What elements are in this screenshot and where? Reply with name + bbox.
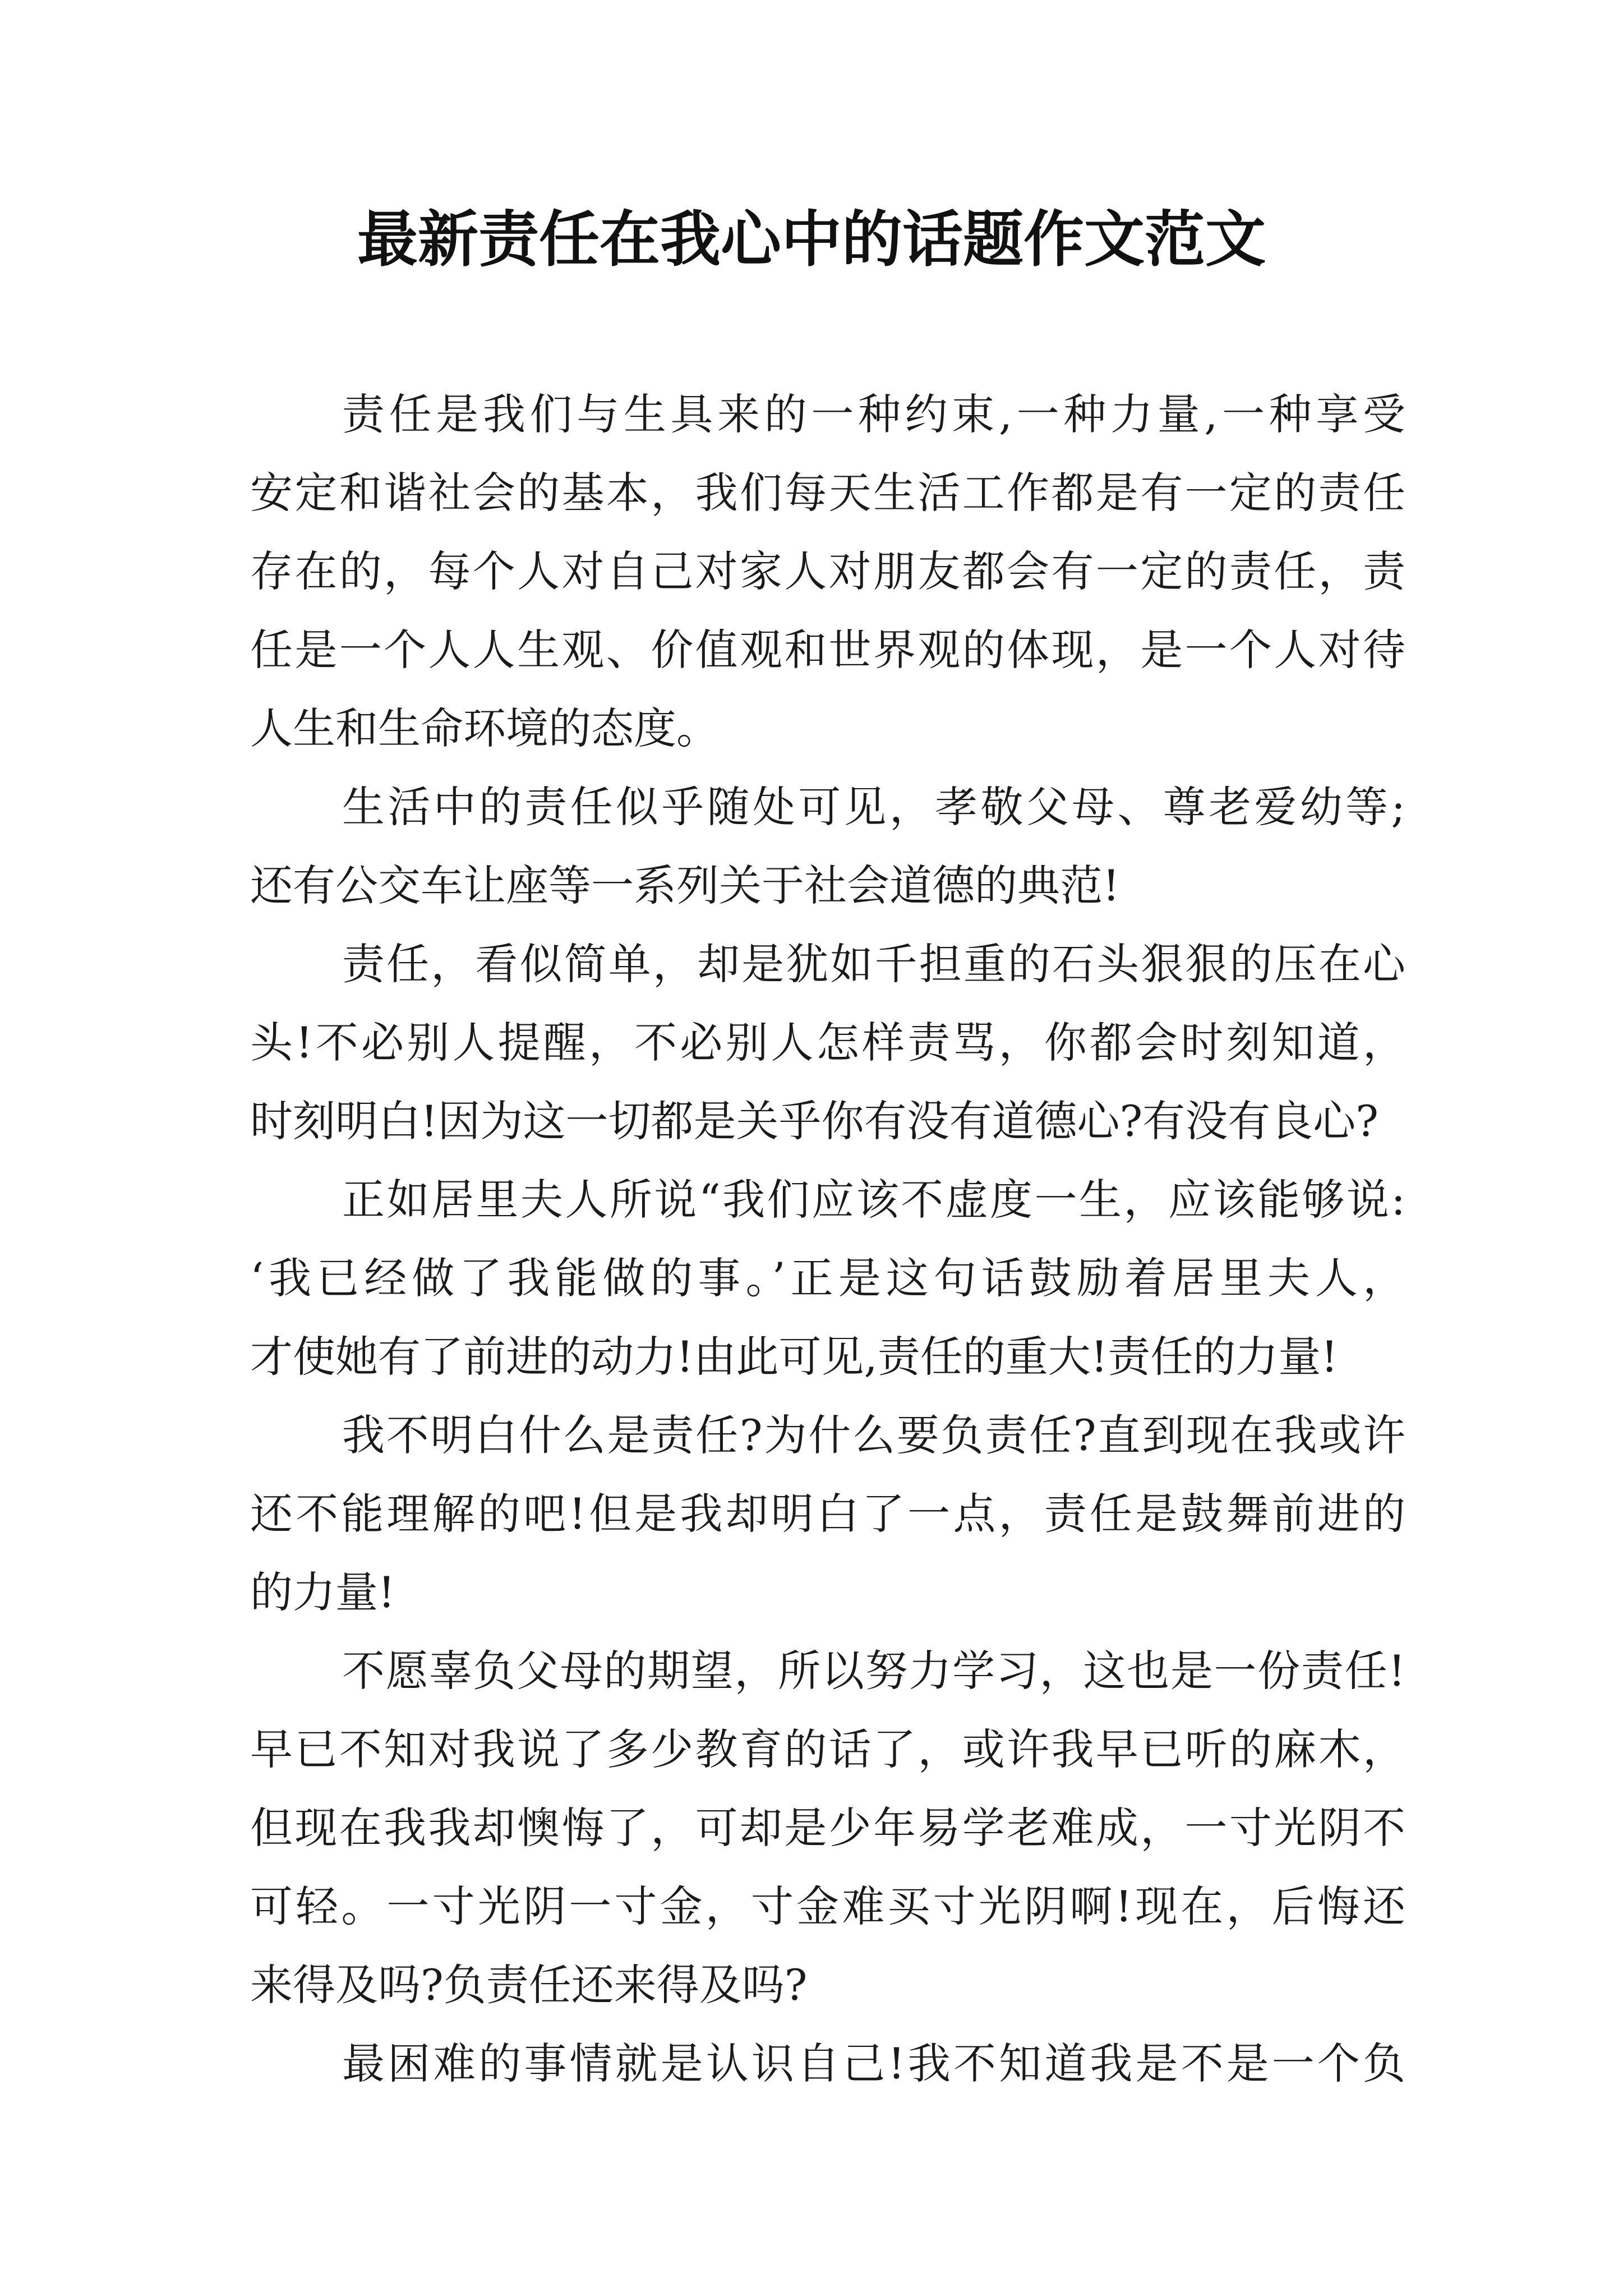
text-line: 责任，看似简单，却是犹如千担重的石头狠狠的压在心 bbox=[342, 939, 1405, 989]
text-line: 的力量! bbox=[250, 1567, 395, 1617]
document-title: 最新责任在我心中的话题作文范文 bbox=[357, 204, 1266, 275]
text-line: 存在的，每个人对自己对家人对朋友都会有一定的责任，责 bbox=[250, 546, 1405, 596]
text-line: 任是一个人人生观、价值观和世界观的体现，是一个人对待 bbox=[250, 625, 1405, 675]
text-line: 安定和谐社会的基本，我们每天生活工作都是有一定的责任 bbox=[250, 468, 1405, 518]
text-line: 早已不知对我说了多少教育的话了，或许我早已听的麻木， bbox=[250, 1724, 1405, 1774]
text-line: 正如居里夫人所说“我们应该不虚度一生，应该能够说: bbox=[342, 1175, 1405, 1225]
text-line: 时刻明白!因为这一切都是关乎你有没有道德心?有没有良心? bbox=[250, 1096, 1379, 1146]
text-line: 我不明白什么是责任?为什么要负责任?直到现在我或许 bbox=[342, 1410, 1405, 1460]
text-line: 来得及吗?负责任还来得及吗? bbox=[250, 1960, 808, 2010]
document-body bbox=[250, 375, 1405, 2103]
text-line: ‘我已经做了我能做的事。’正是这句话鼓励着居里夫人， bbox=[250, 1253, 1405, 1303]
text-line: 生活中的责任似乎随处可见，孝敬父母、尊老爱幼等; bbox=[342, 782, 1405, 832]
text-line: 不愿辜负父母的期望，所以努力学习，这也是一份责任! bbox=[342, 1646, 1405, 1696]
text-line: 才使她有了前进的动力!由此可见,责任的重大!责任的力量! bbox=[250, 1332, 1338, 1382]
text-line: 但现在我我却懊悔了，可却是少年易学老难成，一寸光阴不 bbox=[250, 1803, 1405, 1853]
text-line: 责任是我们与生具来的一种约束,一种力量,一种享受 bbox=[342, 389, 1405, 439]
text-line: 可轻。一寸光阴一寸金，寸金难买寸光阴啊!现在，后悔还 bbox=[250, 1881, 1405, 1931]
text-line: 最困难的事情就是认识自己!我不知道我是不是一个负 bbox=[342, 2039, 1405, 2088]
text-line: 还不能理解的吧!但是我却明白了一点，责任是鼓舞前进的 bbox=[250, 1489, 1405, 1539]
text-line: 还有公交车让座等一系列关于社会道德的典范! bbox=[250, 861, 1120, 910]
text-line: 头!不必别人提醒，不必别人怎样责骂，你都会时刻知道， bbox=[250, 1018, 1405, 1068]
text-line: 人生和生命环境的态度。 bbox=[250, 703, 719, 753]
